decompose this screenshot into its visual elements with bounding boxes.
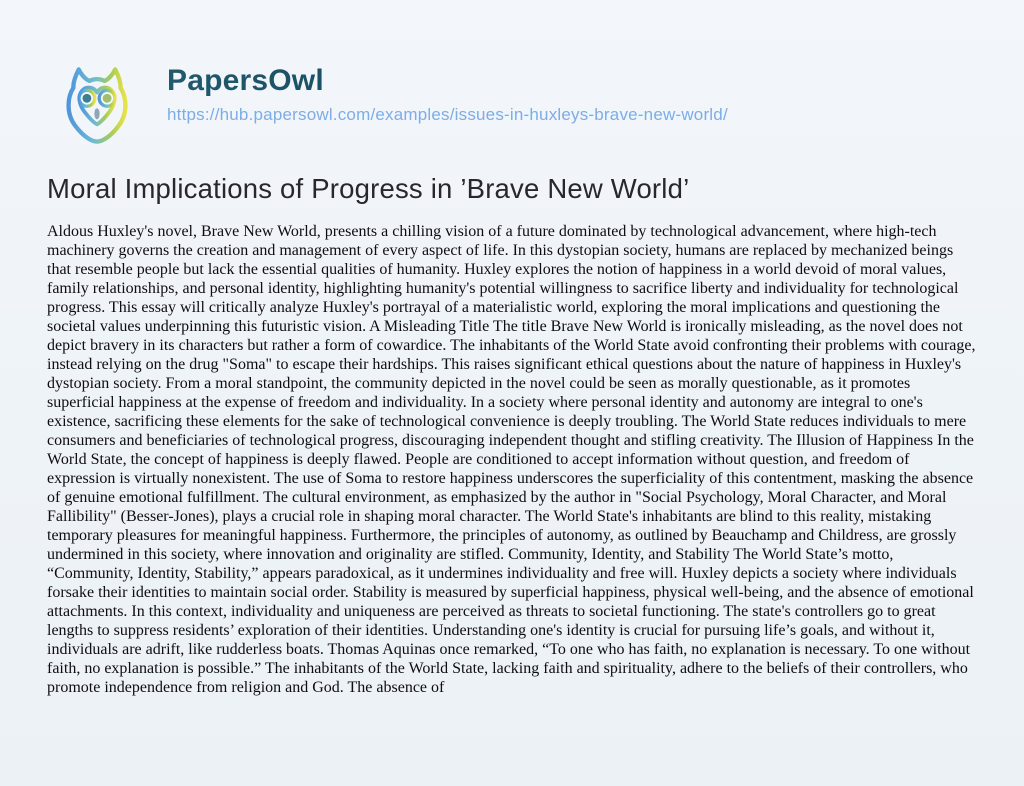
owl-left-pupil: [82, 94, 91, 103]
brand-block: [167, 56, 728, 125]
essay-body: Aldous Huxley's novel, Brave New World, presents a chilling vision of a future dominated by technological advancement, where high-tech machinery governs the creation and management of every aspect of life. In this dystopian society, humans are replaced by mechanized beings that resemble people but lack the essential qualities of humanity. Huxley explores the notion of happiness in a world devoid of moral values, family relationships, and personal identity, highlighting humanity's potential willingness to sacrifice liberty and individuality for technological progress. This essay will critically analyze Huxley's portrayal of a materialistic world, exploring the moral implications and questioning the societal values underpinning this futuristic vision. A Misleading Title The title Brave New World is ironically misleading, as the novel does not depict bravery in its characters but rather a form of cowardice. The inhabitants of the World State avoid confronting their problems with courage, instead relying on the drug "Soma" to escape their hardships. This raises significant ethical questions about the nature of happiness in Huxley's dystopian society. From a moral standpoint, the community depicted in the novel could be seen as morally questionable, as it promotes superficial happiness at the expense of freedom and individuality. In a society where personal identity and autonomy are integral to one's existence, sacrificing these elements for the sake of technological convenience is deeply troubling. The World State reduces individuals to mere consumers and beneficiaries of technological progress, discouraging independent thought and stifling creativity. The Illusion of Happiness In the World State, the concept of happiness is deeply flawed. People are conditioned to accept information without question, and freedom of expression is virtually nonexistent. The use of Soma to restore happiness underscores the superficiality of this contentment, masking the absence of genuine emotional fulfillment. The cultural environment, as emphasized by the author in "Social Psychology, Moral Character, and Moral Fallibility" (Besser-Jones), plays a crucial role in shaping moral character. The World State's inhabitants are blind to this reality, mistaking temporary pleasures for meaningful happiness. Furthermore, the principles of autonomy, as outlined by Beauchamp and Childress, are grossly undermined in this society, where innovation and originality are stifled. Community, Identity, and Stability The World State’s motto, “Community, Identity, Stability,” appears paradoxical, as it undermines individuality and free will. Huxley depicts a society where individuals forsake their identities to maintain social order. Stability is measured by superficial happiness, physical well-being, and the absence of emotional attachments. In this context, individuality and uniqueness are perceived as threats to societal functioning. The state's controllers go to great lengths to suppress residents’ exploration of their identities. Understanding one's identity is crucial for pursuing life’s goals, and without it, individuals are adrift, like rudderless boats. Thomas Aquinas once remarked, “To one who has faith, no explanation is necessary. To one without faith, no explanation is possible.” The inhabitants of the World State, lacking faith and spirituality, adhere to the beliefs of their controllers, who promote independence from religion and God. The absence of: [47, 223, 976, 696]
source-url-link[interactable]: https://hub.papersowl.com/examples/issues-in-huxleys-brave-new-world/: [167, 104, 728, 124]
owl-body-outline: [69, 69, 126, 141]
owl-logo-icon: [47, 56, 147, 156]
brand-title: PapersOwl: [167, 65, 728, 97]
essay-title: Moral Implications of Progress in ’Brave New World’: [47, 173, 690, 204]
owl-right-pupil: [103, 94, 112, 103]
owl-beak: [94, 108, 99, 119]
papersowl-owl-logo-icon: [47, 56, 147, 156]
essay-content: [47, 173, 977, 697]
header: [47, 56, 977, 158]
